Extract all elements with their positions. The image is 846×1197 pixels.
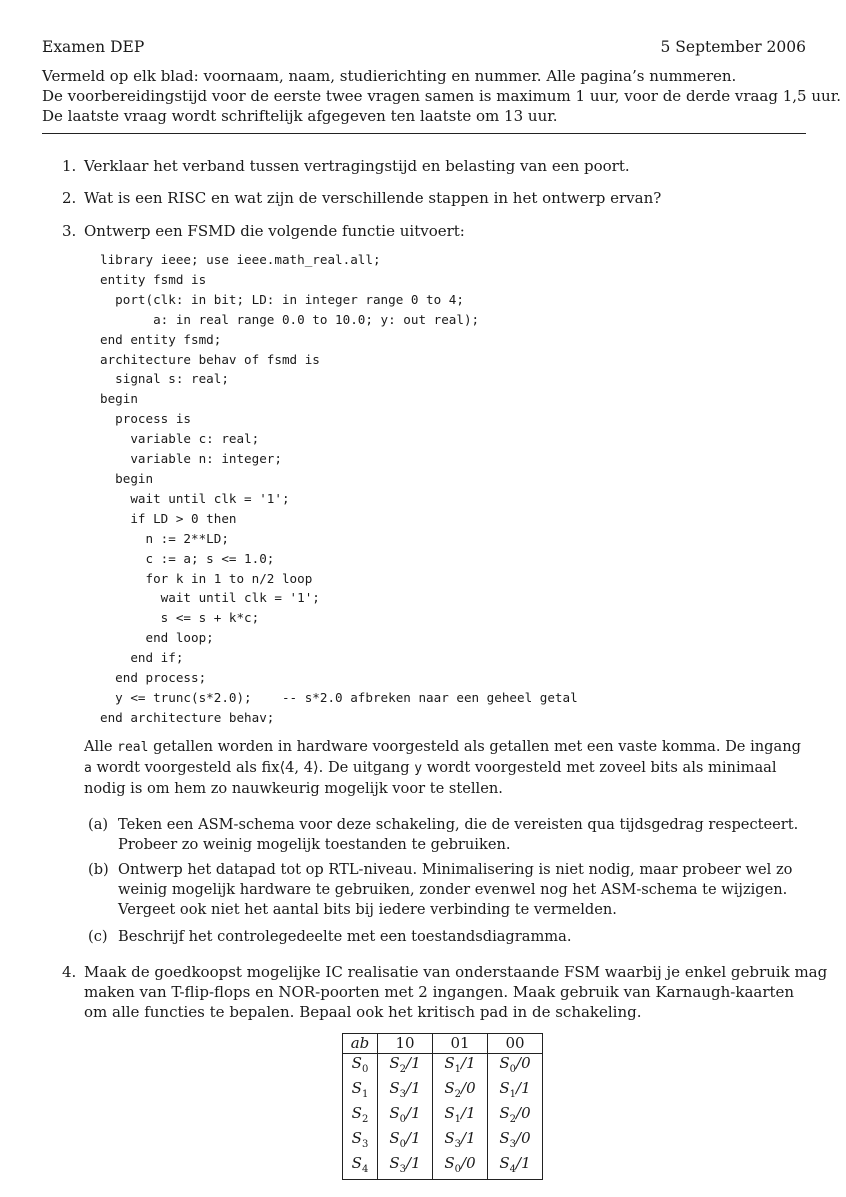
subquestion-line: Vergeet ook niet het aantal bits bij iedere verbinding te vermelden. (118, 901, 617, 918)
question-4-text-line: om alle functies te bepalen. Bepaal ook het kritisch pad in de schakeling. (84, 1003, 642, 1021)
question-1-text: Verklaar het verband tussen vertragingstijd en belasting van een poort. (84, 157, 630, 175)
fsm-transition-cell: $S_4/1$ (488, 1154, 543, 1180)
exam-date: 5 September 2006 (660, 38, 806, 56)
subquestion-line: Teken een ASM-schema voor deze schakeling, die de vereisten qua tijdsgedrag respecteert. (118, 816, 799, 833)
instruction-line: Vermeld op elk blad: voornaam, naam, studierichting en nummer. Alle pagina’s nummeren. (42, 67, 737, 85)
subquestion-line: Probeer zo weinig mogelijk toestanden te gebruiken. (118, 836, 511, 853)
fsm-state-table (342, 1033, 543, 1180)
subquestion-label: (a) (88, 816, 109, 833)
question-4-text: Maak de goedkoopst mogelijke IC realisatie van onderstaande FSM waarbij je enkel gebruik mag (84, 963, 828, 981)
fsm-column-header: 00 (488, 1034, 543, 1054)
fsm-transition-cell: $S_3/0$ (488, 1129, 543, 1154)
fsm-transition-cell: $S_2/0$ (433, 1079, 488, 1104)
instructions (42, 66, 841, 126)
question-number: 3. (62, 222, 77, 240)
fsm-state-cell: $S_2$ (343, 1104, 378, 1129)
question-number: 2. (62, 189, 77, 207)
question-2 (62, 188, 84, 208)
fsm-table-body (343, 1054, 543, 1180)
fsm-state-cell: $S_1$ (343, 1079, 378, 1104)
fsm-transition-cell: $S_3/1$ (433, 1129, 488, 1154)
instruction-line: De laatste vraag wordt schriftelijk afgegeven ten laatste om 13 uur. (42, 107, 558, 125)
fsm-table-row (343, 1079, 543, 1104)
fsm-state-cell: $S_4$ (343, 1154, 378, 1180)
fsm-table-header (343, 1034, 543, 1054)
fsm-table-row (343, 1104, 543, 1129)
fsm-transition-cell: $S_2/1$ (378, 1054, 433, 1080)
fsm-column-header: 01 (433, 1034, 488, 1054)
paragraph-line: nodig is om hem zo nauwkeurig mogelijk voor te stellen. (84, 780, 503, 797)
fsm-table-row (343, 1129, 543, 1154)
fsm-transition-cell: $S_0/0$ (488, 1054, 543, 1080)
fsm-state-cell: $S_3$ (343, 1129, 378, 1154)
course-title: Examen DEP (42, 38, 145, 56)
question-number: 4. (62, 963, 77, 981)
subquestion-line: Ontwerp het datapad tot op RTL-niveau. Minimalisering is niet nodig, maar probeer wel zo (118, 861, 793, 878)
header-divider (42, 133, 806, 134)
fsm-transition-cell: $S_3/1$ (378, 1079, 433, 1104)
vhdl-code-listing: library ieee; use ieee.math_real.all; entity fsmd is port(clk: in bit; LD: in integer range 0 to 4; a: in real range 0.0 to 10.0; y: out real); end entity fsmd; architecture behav of fsmd is signal s: real; begin process is variable c: real; variable n: integer; begin wait until clk = '1'; if LD > 0 then n := 2**LD; c := a; s <= 1.0; for k in 1 to n/2 loop wait until clk = '1'; s <= s + k*c; end loop; end if; end process; y <= trunc(s*2.0); -- s*2.0 afbreken naar een geheel getal end architecture behav; (100, 252, 578, 725)
subquestion-label: (c) (88, 928, 108, 945)
instruction-line: De voorbereidingstijd voor de eerste twee vragen samen is maximum 1 uur, voor de derde vraag 1,5 uur. (42, 87, 841, 105)
question-4 (62, 962, 84, 982)
subquestion-line: weinig mogelijk hardware te gebruiken, zonder evenwel nog het ASM-schema te wijzigen. (118, 881, 788, 898)
paragraph-line: Alle real getallen worden in hardware voorgesteld als getallen met een vaste komma. De ingang (84, 738, 801, 755)
fsm-table-row (343, 1154, 543, 1180)
fsm-transition-cell: $S_2/0$ (488, 1104, 543, 1129)
question-number: 1. (62, 157, 77, 175)
subquestion-line: Beschrijf het controlegedeelte met een toestandsdiagramma. (118, 928, 572, 945)
fsm-column-header: 10 (378, 1034, 433, 1054)
fsm-transition-cell: $S_0/0$ (433, 1154, 488, 1180)
fsm-transition-cell: $S_1/1$ (433, 1054, 488, 1080)
question-3-text: Ontwerp een FSMD die volgende functie uitvoert: (84, 222, 465, 240)
paragraph-line: a wordt voorgesteld als fix⟨4, 4⟩. De uitgang y wordt voorgesteld met zoveel bits als minimaal (84, 759, 777, 776)
fsm-transition-cell: $S_0/1$ (378, 1129, 433, 1154)
q3-paragraph (84, 737, 814, 799)
subquestion-label: (b) (88, 861, 109, 878)
fsm-transition-cell: $S_1/1$ (433, 1104, 488, 1129)
question-1 (62, 156, 84, 176)
question-2-text: Wat is een RISC en wat zijn de verschillende stappen in het ontwerp ervan? (84, 189, 662, 207)
fsm-transition-cell: $S_1/1$ (488, 1079, 543, 1104)
question-3 (62, 221, 84, 241)
fsm-transition-cell: $S_3/1$ (378, 1154, 433, 1180)
fsm-transition-cell: $S_0/1$ (378, 1104, 433, 1129)
question-4-text-line: maken van T-flip-flops en NOR-poorten met 2 ingangen. Maak gebruik van Karnaugh-kaarten (84, 983, 795, 1001)
fsm-table-row (343, 1054, 543, 1080)
fsm-corner-label: ab (343, 1034, 378, 1054)
fsm-state-cell: $S_0$ (343, 1054, 378, 1080)
